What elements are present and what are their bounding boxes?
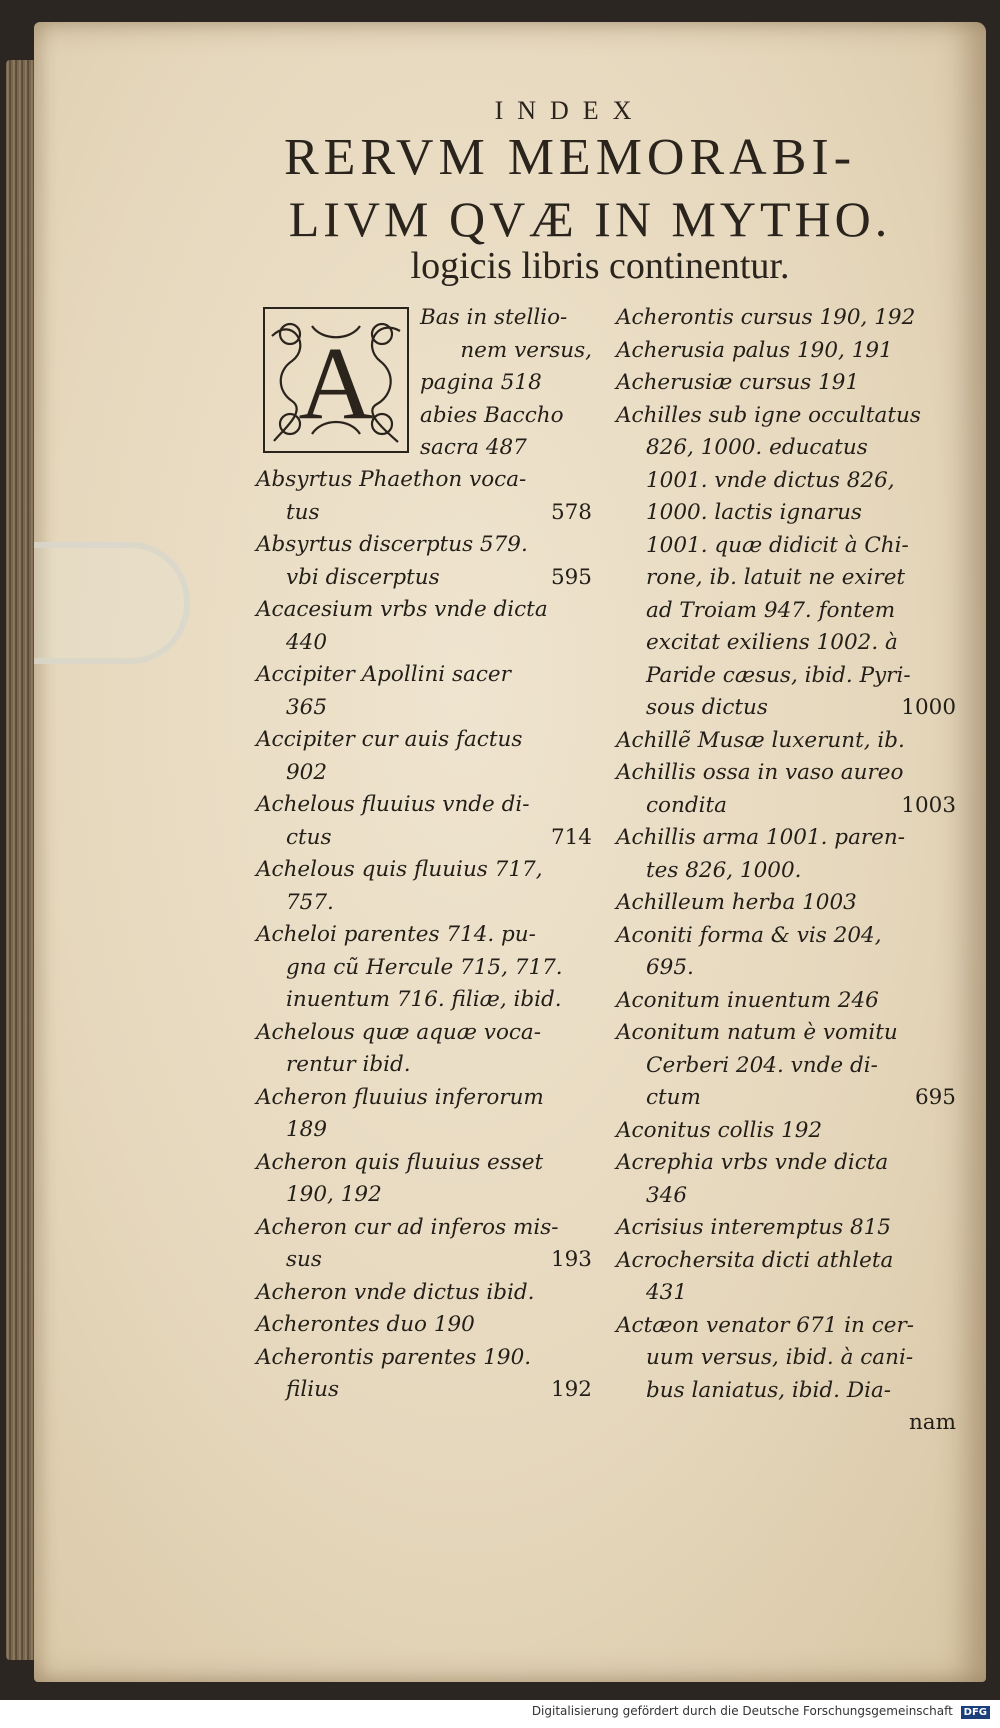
entry-term: Acheron quis fluuius esset — [256, 1149, 544, 1175]
entry-continuation-text: rentur ibid. — [286, 1052, 411, 1077]
entry-term: Aconiti forma & vis 204, — [616, 922, 882, 948]
entry-continuation-text: ad Troiam 947. fontem — [646, 597, 896, 623]
dfg-logo: DFG — [961, 1706, 990, 1719]
entry-continuation — [616, 692, 956, 725]
index-entry — [616, 757, 956, 822]
entry-continuation — [256, 984, 592, 1017]
index-entry — [256, 529, 592, 594]
entry-term: Acherontis parentes 190. — [256, 1344, 532, 1370]
entry-continuation — [616, 1180, 956, 1213]
entry-continuation — [616, 627, 956, 660]
index-entry — [616, 1212, 956, 1245]
index-entry — [256, 1277, 592, 1310]
index-entry — [616, 985, 956, 1018]
lead-line: nem versus, — [460, 337, 592, 363]
entry-continuation — [256, 1374, 592, 1407]
index-entry — [616, 725, 956, 758]
entry-continuation-text: excitat exiliens 1002. à — [646, 630, 898, 655]
entry-term: Aconitum inuentum 246 — [616, 987, 879, 1013]
index-entry — [256, 464, 592, 529]
svg-text:A: A — [298, 326, 374, 441]
entry-continuation — [256, 627, 592, 660]
entry-continuation-text: uum versus, ibid. à cani- — [646, 1345, 914, 1370]
index-entry — [616, 1115, 956, 1148]
entry-continuation — [616, 1050, 956, 1083]
entry-continuation — [616, 660, 956, 693]
entry-term: Accipiter Apollini sacer — [256, 662, 511, 687]
entry-term: Acherontis cursus 190, 192 — [616, 305, 916, 330]
entry-term: Achillis ossa in vaso aureo — [616, 760, 904, 785]
entry-continuation — [616, 465, 956, 498]
index-entry — [616, 1407, 956, 1440]
entry-continuation — [616, 1407, 956, 1440]
entry-page-ref: 595 — [550, 564, 592, 590]
entry-continuation-text: filius — [286, 1377, 339, 1402]
index-entry — [616, 1082, 956, 1115]
index-entry — [616, 1147, 956, 1212]
entry-continuation — [256, 1179, 592, 1212]
index-entry — [256, 1017, 592, 1082]
index-entry — [616, 627, 956, 660]
entry-continuation-text: 902 — [286, 759, 328, 785]
entry-continuation — [616, 855, 956, 888]
index-entry — [256, 984, 592, 1017]
entry-continuation-text: Paride cæsus, ibid. Pyri- — [646, 662, 911, 688]
entry-term: Acheron fluuius inferorum — [256, 1084, 544, 1110]
entry-term: Acrochersita dicti athleta — [616, 1247, 894, 1273]
entry-term: Achillis arma 1001. paren- — [616, 825, 906, 850]
index-entry — [616, 660, 956, 693]
entry-continuation — [256, 692, 592, 725]
entry-continuation-text: 1001. quæ didicit à Chi- — [646, 532, 909, 558]
index-entry — [616, 822, 956, 887]
entry-term: Actæon venator 671 in cer- — [616, 1312, 915, 1338]
lead-entry — [420, 302, 592, 465]
index-entry — [256, 724, 592, 789]
entry-term: Acrephia vrbs vnde dicta — [616, 1150, 889, 1175]
lead-line: abies Baccho — [420, 402, 564, 428]
entry-page-ref: 1000 — [901, 695, 956, 720]
entry-term: Achelous fluuius vnde di- — [256, 792, 530, 817]
index-entry — [616, 1375, 956, 1408]
entry-continuation-text: 757. — [286, 889, 334, 915]
index-entry — [616, 367, 956, 400]
entry-term: Acherusia palus 190, 191 — [616, 337, 893, 363]
entry-continuation-text: 1001. vnde dictus 826, — [646, 467, 895, 493]
entry-continuation-text: condita — [646, 792, 727, 818]
footer-credit — [0, 1704, 990, 1719]
index-entry — [256, 919, 592, 984]
right-index-column — [616, 302, 956, 1440]
index-entry — [616, 335, 956, 368]
entry-continuation-text: vbi discerptus — [286, 564, 440, 590]
entry-continuation-text: bus laniatus, ibid. Dia- — [646, 1377, 892, 1403]
entry-continuation-text: sous dictus — [646, 695, 768, 720]
entry-continuation — [616, 432, 956, 465]
entry-term: Absyrtus discerptus 579. — [256, 532, 528, 557]
entry-continuation-text: 431 — [646, 1280, 688, 1305]
entry-continuation — [616, 595, 956, 628]
lead-line: sacra 487 — [420, 435, 527, 460]
entry-continuation — [256, 757, 592, 790]
lead-line: pagina 518 — [420, 370, 542, 395]
entry-continuation-text: tes 826, 1000. — [646, 857, 802, 883]
entry-term: Aconitum natum è vomitu — [616, 1020, 898, 1045]
entry-term: Acherusiæ cursus 191 — [616, 370, 860, 395]
index-entry — [616, 920, 956, 985]
entry-continuation-text: 346 — [646, 1182, 688, 1208]
entry-page-ref: 1003 — [901, 792, 956, 818]
entry-continuation-text: 190, 192 — [286, 1182, 382, 1207]
entry-continuation — [256, 887, 592, 920]
decorated-initial-icon — [262, 306, 410, 454]
entry-term: Achilleum herba 1003 — [616, 890, 857, 915]
index-entry — [616, 1245, 956, 1310]
entry-continuation — [616, 1082, 956, 1115]
index-entry — [616, 1017, 956, 1082]
entry-page-ref: 578 — [550, 499, 592, 525]
paper-clip — [34, 542, 190, 664]
entry-continuation — [616, 1342, 956, 1375]
index-entry — [256, 1309, 592, 1342]
index-entry — [616, 530, 956, 563]
title-line-2: LIVM QVÆ IN MYTHO. — [288, 191, 892, 247]
entry-continuation-text: Cerberi 204. vnde di- — [646, 1052, 878, 1078]
entry-continuation — [256, 1244, 592, 1277]
left-index-column — [256, 464, 592, 1407]
entry-continuation — [616, 790, 956, 823]
entry-term: Acheron vnde dictus ibid. — [256, 1279, 535, 1305]
entry-continuation — [256, 1114, 592, 1147]
entry-term: Acheloi parentes 714. pu- — [256, 922, 536, 947]
index-entry — [256, 1212, 592, 1277]
entry-term: Achilles sub igne occultatus — [616, 402, 921, 428]
entry-continuation — [256, 1049, 592, 1082]
entry-page-ref: nam — [908, 1410, 956, 1435]
entry-continuation — [616, 1375, 956, 1408]
lead-line: Bas in stellio- — [420, 305, 568, 330]
entry-page-ref: 714 — [550, 824, 592, 850]
entry-continuation — [256, 952, 592, 985]
entry-term: Acrisius interemptus 815 — [616, 1215, 891, 1240]
index-heading: INDEX — [494, 96, 646, 125]
entry-continuation — [256, 562, 592, 595]
entry-continuation-text: 826, 1000. educatus — [646, 435, 868, 460]
index-entry — [256, 1342, 592, 1407]
index-entry — [256, 594, 592, 659]
entry-continuation-text: ctum — [646, 1085, 701, 1110]
entry-page-ref: 193 — [550, 1247, 592, 1272]
entry-continuation — [616, 562, 956, 595]
index-entry — [616, 595, 956, 628]
entry-continuation — [616, 497, 956, 530]
entry-page-ref: 192 — [550, 1377, 592, 1402]
entry-term: Acherontes duo 190 — [256, 1312, 475, 1337]
title-line-3: logicis libris continentur. — [410, 245, 790, 287]
entry-term: Achillẽ Musæ luxerunt, ib. — [616, 727, 905, 753]
entry-continuation — [616, 530, 956, 563]
entry-continuation-text: 365 — [286, 694, 328, 720]
index-entry — [256, 659, 592, 724]
entry-term: Acheron cur ad inferos mis- — [256, 1214, 559, 1240]
entry-continuation-text: 189 — [286, 1117, 328, 1142]
entry-continuation-text: ctus — [286, 824, 332, 850]
index-entry — [256, 1147, 592, 1212]
entry-continuation — [256, 497, 592, 530]
index-entry — [256, 854, 592, 919]
index-entry — [616, 400, 956, 465]
entry-continuation-text: inuentum 716. filiæ, ibid. — [286, 987, 562, 1012]
entry-continuation — [256, 822, 592, 855]
entry-continuation — [616, 952, 956, 985]
index-entry — [616, 1310, 956, 1375]
entry-page-ref: 695 — [914, 1085, 956, 1110]
entry-term: Acacesium vrbs vnde dicta — [256, 597, 548, 622]
entry-term: Achelous quis fluuius 717, — [256, 857, 543, 882]
entry-continuation-text: 440 — [286, 629, 328, 655]
entry-term: Achelous quæ aquæ voca- — [256, 1019, 542, 1045]
index-entry — [256, 789, 592, 854]
entry-continuation-text: 1000. lactis ignarus — [646, 500, 862, 525]
index-entry — [616, 497, 956, 530]
entry-continuation-text: gna cũ Hercule 715, 717. — [286, 954, 563, 980]
entry-term: Absyrtus Phaethon voca- — [256, 467, 527, 492]
entry-continuation-text: tus — [286, 499, 320, 525]
footer-credit-text: Digitalisierung gefördert durch die Deutsche Forschungsgemeinschaft — [531, 1704, 953, 1718]
index-entry — [616, 465, 956, 498]
index-entry — [616, 692, 956, 725]
entry-continuation-text: 695. — [646, 955, 694, 980]
entry-term: Aconitus collis 192 — [616, 1117, 823, 1143]
index-entry — [616, 887, 956, 920]
entry-continuation-text: sus — [286, 1247, 322, 1272]
entry-term: Accipiter cur auis factus — [256, 727, 523, 752]
index-entry — [616, 562, 956, 595]
index-entry — [616, 302, 956, 335]
entry-continuation — [616, 1277, 956, 1310]
entry-continuation-text: rone, ib. latuit ne exiret — [646, 565, 906, 590]
title-line-1: RERVM MEMORABI- — [283, 129, 857, 186]
index-entry — [256, 1082, 592, 1147]
